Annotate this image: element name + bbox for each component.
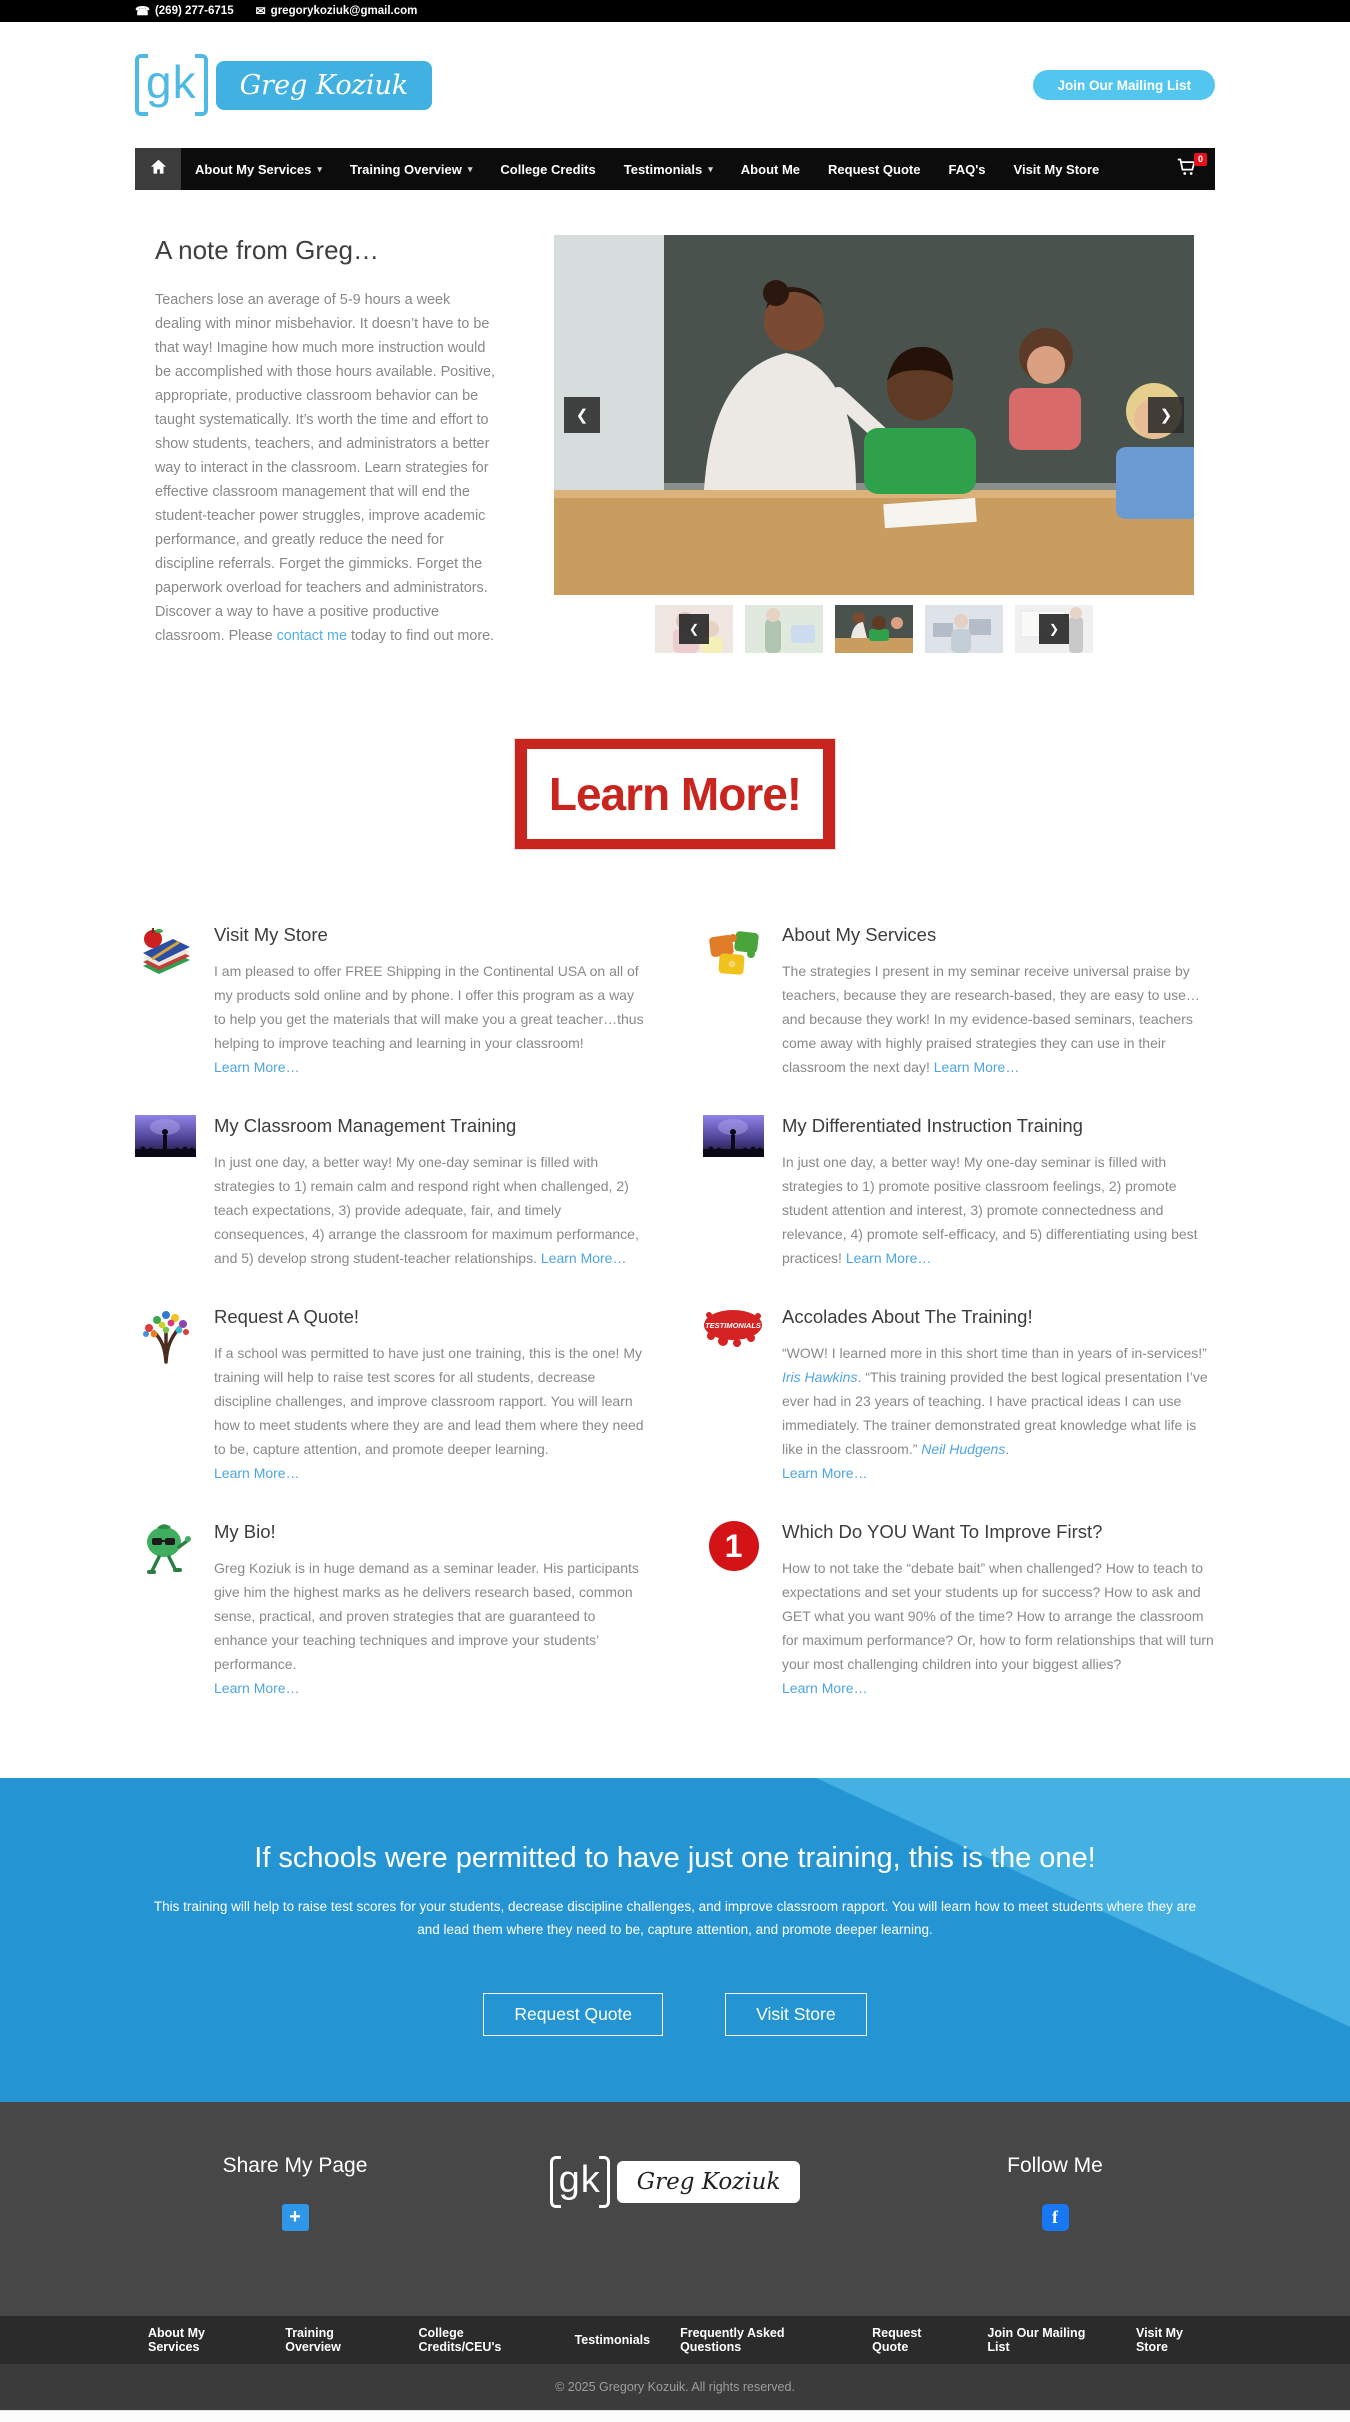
cart-button[interactable] xyxy=(1166,148,1215,190)
note-heading: A note from Greg… xyxy=(155,235,379,265)
footer-link-visit-my-store[interactable]: Visit My Store xyxy=(1135,2326,1183,2354)
colorful-tree-icon xyxy=(135,1304,196,1364)
footer-link-training-overview[interactable]: Training Overview xyxy=(285,2326,341,2354)
site-logo[interactable] xyxy=(135,54,432,116)
books-apple-icon xyxy=(135,922,196,982)
carousel-next-button[interactable] xyxy=(1148,397,1184,433)
chevron-down-icon: ▾ xyxy=(317,163,322,174)
learn-more-link[interactable]: Learn More… xyxy=(933,1059,1020,1075)
prev-arrow-icon: ❮ xyxy=(688,622,700,636)
feature-visit-my-store: Visit My Store I am pleased to offer FREE Shipping in the Continental USA on all of my products sold online and by phone. I offer this program as a way to help you get the materials that will make you a great teacher…thus helping to improve teaching and learning in your classroom! Learn More… xyxy=(135,922,647,1079)
email-icon: ✉ xyxy=(255,4,266,18)
copyright-text: © 2025 Gregory Kozuik. All rights reserved. xyxy=(555,2380,795,2394)
bottom-strip xyxy=(0,2410,1350,2422)
next-arrow-icon: ❯ xyxy=(1159,407,1173,424)
testimonial-person-link[interactable]: Neil Hudgens xyxy=(921,1441,1006,1457)
speaker-stage-icon xyxy=(135,1113,196,1157)
cta-banner xyxy=(0,1778,1350,2102)
nav-request-quote[interactable]: Request Quote xyxy=(828,161,921,177)
carousel-thumbnails xyxy=(554,605,1194,653)
learn-more-link[interactable]: Learn More… xyxy=(540,1250,627,1266)
nav-visit-my-store[interactable]: Visit My Store xyxy=(1013,161,1100,177)
cta-heading: If schools were permitted to have just one training, this is the one! xyxy=(254,1842,1096,1874)
nav-training-overview[interactable]: Training Overview ▾ xyxy=(349,161,473,177)
nav-faqs[interactable]: FAQ's xyxy=(948,161,986,177)
chevron-down-icon: ▾ xyxy=(708,163,713,174)
home-nav-button[interactable] xyxy=(135,148,181,190)
learn-more-link[interactable]: Learn More… xyxy=(845,1250,932,1266)
nav-about-me[interactable]: About Me xyxy=(740,161,801,177)
number-one-digit: 1 xyxy=(724,1527,743,1564)
thumbnails-next-button[interactable] xyxy=(1039,614,1069,644)
share-plus-icon[interactable]: + xyxy=(282,2204,309,2231)
learn-more-link[interactable]: Learn More… xyxy=(782,1465,868,1481)
feature-my-bio: My Bio! Greg Koziuk is in huge demand as a seminar leader. His participants give him the highest marks as he delivers research based, common sense, practical, and proven strategies that are guaranteed to enhance your teaching techniques and improve your students’ performance. Learn More… xyxy=(135,1519,647,1700)
logo-name-plate: Greg Koziuk xyxy=(216,61,433,110)
cart-count-badge: 0 xyxy=(1194,153,1207,166)
feature-accolades: TESTIMONIALS Accolades About The Training! “WOW! I learned more in this short time than in years of in-services!” Iris Hawkins. “This training provided the best logical presentation I’ve ever had in 23 years of teaching. I have practical ideas I can use immediately. The trainer demonstrated great knowledge what life is like in the classroom.” Neil Hudgens. Learn More… xyxy=(703,1304,1215,1485)
site-header xyxy=(0,22,1350,190)
home-icon xyxy=(149,157,168,181)
footer-links-bar xyxy=(0,2316,1350,2364)
thumbnail-3-active[interactable] xyxy=(835,605,913,653)
footer-logo-bracket-right xyxy=(599,2156,610,2208)
learn-more-link[interactable]: Learn More… xyxy=(214,1465,300,1481)
thumbnail-1[interactable] xyxy=(655,605,733,653)
footer-logo xyxy=(550,2150,801,2214)
feature-request-a-quote: Request A Quote! If a school was permitted to have just one training, this is the one! My training will help to raise test scores for all students, decrease discipline challenges, and improve classroom rapport. You will learn how to meet students where they are and lead them where they need to be, capture attention, and promote deeper learning. Learn More… xyxy=(135,1304,647,1485)
main-nav xyxy=(135,148,1215,190)
cta-visit-store-button[interactable]: Visit Store xyxy=(725,1993,866,2036)
logo-bracket-right xyxy=(195,54,208,116)
phone-contact xyxy=(135,5,234,17)
testimonials-stamp-icon xyxy=(703,1304,764,1350)
nav-college-credits[interactable]: College Credits xyxy=(500,161,596,177)
cta-request-quote-button[interactable]: Request Quote xyxy=(483,1993,663,2036)
feature-which-to-improve: 1 Which Do YOU Want To Improve First? How to not take the “debate bait” when challenged? How to teach to expectations and set your students up for success? How to ask and GET what you want 90% of the time? How to arrange the classroom for maximum performance? Or, how to form relationships that will turn your most challenging children into your biggest allies? Learn More… xyxy=(703,1519,1215,1700)
logo-initials: gk xyxy=(146,56,197,108)
learn-more-link[interactable]: Learn More… xyxy=(214,1059,300,1075)
footer-logo-column xyxy=(455,2102,895,2231)
photo-carousel xyxy=(554,235,1194,653)
note-from-greg xyxy=(155,235,497,653)
footer-link-faq[interactable]: Frequently Asked Questions xyxy=(680,2326,785,2354)
footer-link-request-quote[interactable]: Request Quote xyxy=(872,2326,922,2354)
email-address: gregorykoziuk@gmail.com xyxy=(270,5,418,17)
footer-logo-initials: gk xyxy=(558,2158,601,2201)
footer-link-college-credits[interactable]: College Credits/CEU's xyxy=(418,2326,502,2354)
testimonials-badge-text: TESTIMONIALS xyxy=(705,1321,761,1330)
number-one-icon xyxy=(703,1519,764,1571)
footer-follow-column xyxy=(895,2102,1215,2231)
footer-link-testimonials[interactable]: Testimonials xyxy=(574,2333,651,2347)
facebook-icon[interactable]: f xyxy=(1042,2204,1069,2231)
carousel-prev-button[interactable] xyxy=(564,397,600,433)
copyright-bar xyxy=(0,2364,1350,2410)
learn-more-stamp[interactable] xyxy=(514,738,836,850)
thumbnail-2[interactable] xyxy=(745,605,823,653)
topbar xyxy=(0,0,1350,22)
feature-about-my-services: About My Services The strategies I present in my seminar receive universal praise by teachers, because they are research-based, they are easy to use… and because they work! In my evidence-based seminars, teachers come away with highly praised strategies they can use in their classroom the next day! Learn More… xyxy=(703,922,1215,1079)
puzzle-icon xyxy=(703,922,764,982)
feature-classroom-management: My Classroom Management Training In just one day, a better way! My one-day seminar is filled with strategies to 1) remain calm and respond right when challenged, 2) teach expectations, 3) provide adequate, fair, and timely consequences, 4) arrange the classroom for maximum performance, and 5) develop strong student-teacher relationships. Learn More… xyxy=(135,1113,647,1270)
footer-link-about-my-services[interactable]: About My Services xyxy=(148,2326,205,2354)
chevron-down-icon: ▾ xyxy=(467,163,473,174)
prev-arrow-icon: ❮ xyxy=(575,407,589,424)
learn-more-link[interactable]: Learn More… xyxy=(214,1680,300,1696)
testimonial-person-link[interactable]: Iris Hawkins xyxy=(782,1369,858,1385)
carousel-photo xyxy=(554,235,1194,595)
follow-heading: Follow Me xyxy=(1007,2154,1103,2177)
share-heading: Share My Page xyxy=(222,2154,368,2177)
next-arrow-icon: ❯ xyxy=(1048,622,1060,636)
feature-grid xyxy=(135,922,1215,1700)
hero-section xyxy=(135,190,1215,653)
cta-body: This training will help to raise test scores for your students, decrease discipline challenges, and improve classroom rapport. You will learn how to meet students where they are and lead them where they need to be, capture attention, and promote deeper learning. xyxy=(153,1899,1197,1937)
phone-number: (269) 277-6715 xyxy=(154,5,234,17)
join-mailing-list-button[interactable]: Join Our Mailing List xyxy=(1033,70,1215,100)
footer xyxy=(0,2102,1350,2316)
logo-gk-mark xyxy=(135,54,208,116)
feature-differentiated-instruction: My Differentiated Instruction Training In just one day, a better way! My one-day seminar is filled with strategies to 1) promote positive classroom feelings, 2) promote student attention and interest, 3) promote connectedness and relevance, 4) promote self-efficacy, and 5) differentiating using best practices! Learn More… xyxy=(703,1113,1215,1270)
nav-about-my-services[interactable]: About My Services ▾ xyxy=(195,161,322,177)
stamp-inner xyxy=(527,749,823,839)
note-body: Teachers lose an average of 5-9 hours a week dealing with minor misbehavior. It doesn’t have to be that way! Imagine how much more instruction would be accomplished with those hours available. Positive, appropriate, productive classroom behavior can be taught systematically. It’s worth the time and effort to show students, teachers, and administrators a better way to interact in the classroom. Learn strategies for effective classroom management that will end the student-teacher power struggles, improve academic performance, and greatly reduce the need for discipline referrals. Forget the gimmicks. Forget the paperwork overload for teachers and administrators. Discover a way to have a positive productive classroom. Please contact me today to find out more. xyxy=(155,292,495,644)
email-contact[interactable] xyxy=(256,5,418,17)
thumbnail-4[interactable] xyxy=(925,605,1003,653)
thumbnail-5[interactable] xyxy=(1015,605,1093,653)
speaker-stage-icon xyxy=(703,1113,764,1157)
contact-me-link[interactable]: contact me xyxy=(276,628,347,644)
thumbnails-prev-button[interactable] xyxy=(679,614,709,644)
stamp-label: Learn More! xyxy=(548,768,802,820)
footer-share-column xyxy=(135,2102,455,2231)
phone-icon: ☎ xyxy=(135,4,150,18)
learn-more-link[interactable]: Learn More… xyxy=(782,1680,868,1696)
nav-testimonials[interactable]: Testimonials ▾ xyxy=(623,161,713,177)
footer-logo-name-plate: Greg Koziuk xyxy=(617,2161,801,2203)
green-mascot-icon xyxy=(135,1519,196,1579)
footer-link-join-mailing-list[interactable]: Join Our Mailing List xyxy=(987,2326,1086,2354)
